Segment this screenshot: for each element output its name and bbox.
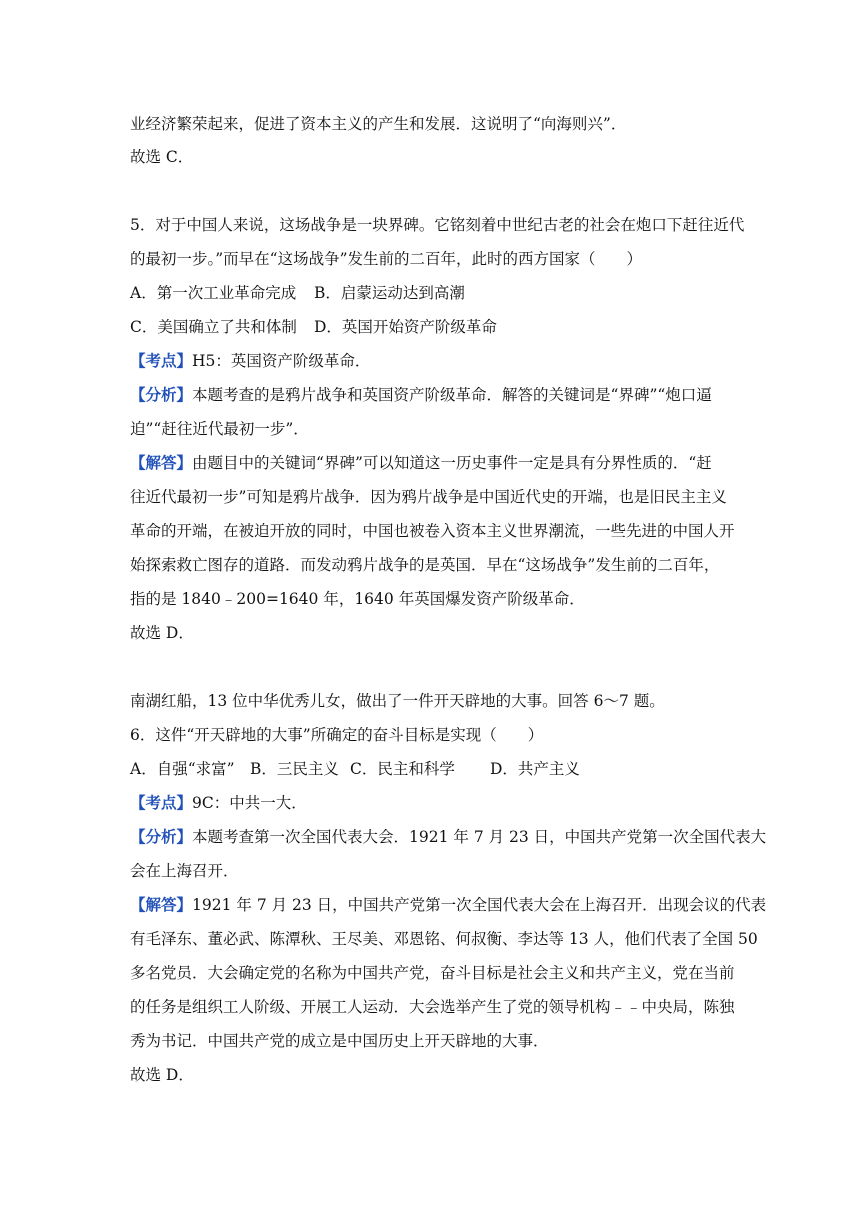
q5-fenxi-line-2: 迫”“赶往近代最初一步”．	[130, 420, 309, 438]
q4-answer: 故选 C．	[130, 148, 194, 166]
q5-jieda-line-1	[130, 453, 740, 473]
kaodian-tag: 【考点】	[130, 351, 193, 370]
q6-jieda-line-4: 的任务是组织工人阶级、开展工人运动．大会选举产生了党的领导机构﹣﹣中央局，陈独	[130, 998, 735, 1016]
q6-option-c: C．民主和科学	[350, 760, 455, 778]
kaodian-tag: 【考点】	[130, 793, 193, 812]
q5-option-c: C．美国确立了共和体制	[130, 318, 297, 336]
q5-options-row-2	[130, 317, 740, 337]
q6-options-row	[130, 759, 740, 779]
q6-7-intro: 南湖红船，13 位中华优秀儿女，做出了一件开天辟地的大事。回答 6～7 题。	[130, 692, 665, 710]
q6-fenxi-line-2: 会在上海召开．	[130, 862, 239, 880]
jieda-tag: 【解答】	[130, 895, 193, 914]
q5-jieda-text-1: 由题目中的关键词“界碑”可以知道这一历史事件一定是具有分界性质的．“赶	[192, 454, 712, 472]
q5-jieda-line-4: 始探索救亡图存的道路．而发动鸦片战争的是英国．早在“这场战争”发生前的二百年，	[130, 556, 720, 574]
q6-answer: 故选 D．	[130, 1066, 194, 1084]
q6-jieda-line-2: 有毛泽东、董必武、陈潭秋、王尽美、邓恩铭、何叔衡、李达等 13 人，他们代表了全国 50	[130, 930, 758, 948]
q6-option-a: A．自强“求富”	[130, 760, 235, 778]
q6-kaodian-text: 9C：中共一大．	[192, 794, 307, 812]
q6-kaodian	[130, 793, 740, 813]
q6-fenxi-text-1: 本题考查第一次全国代表大会．1921 年 7 月 23 日，中国共产党第一次全国代表大	[192, 828, 767, 846]
q5-jieda-line-5: 指的是 1840﹣200=1640 年，1640 年英国爆发资产阶级革命．	[130, 590, 585, 608]
q5-answer: 故选 D．	[130, 624, 194, 642]
q5-kaodian	[130, 351, 740, 371]
q5-kaodian-text: H5：英国资产阶级革命．	[192, 352, 371, 370]
q5-options-row-1	[130, 283, 740, 303]
q5-fenxi-text-1: 本题考查的是鸦片战争和英国资产阶级革命．解答的关键词是“界碑”“炮口逼	[192, 386, 712, 404]
q6-option-d: D．共产主义	[490, 760, 580, 778]
fenxi-tag: 【分析】	[130, 385, 193, 404]
q5-jieda-line-2: 往近代最初一步”可知是鸦片战争．因为鸦片战争是中国近代史的开端，也是旧民主主义	[130, 488, 727, 506]
q5-stem-line-1: 5．对于中国人来说，这场战争是一块界碑。它铭刻着中世纪古老的社会在炮口下赶往近代	[130, 216, 745, 234]
q5-option-b: B．启蒙运动达到高潮	[314, 284, 465, 302]
q5-stem-line-2: 的最初一步。”而早在“这场战争”发生前的二百年，此时的西方国家（ ）	[130, 250, 643, 268]
q5-jieda-line-3: 革命的开端，在被迫开放的同时，中国也被卷入资本主义世界潮流，一些先进的中国人开	[130, 522, 735, 540]
q6-jieda-line-1	[130, 895, 767, 915]
fenxi-tag: 【分析】	[130, 827, 193, 846]
q4-explanation-tail: 业经济繁荣起来，促进了资本主义的产生和发展．这说明了“向海则兴”．	[130, 115, 627, 133]
q5-fenxi-line-1	[130, 385, 740, 405]
q6-option-b: B．三民主义	[250, 760, 339, 778]
q6-jieda-text-1: 1921 年 7 月 23 日，中国共产党第一次全国代表大会在上海召开．出现会议的代表	[192, 896, 767, 914]
q6-jieda-line-3: 多名党员．大会确定党的名称为中国共产党，奋斗目标是社会主义和共产主义，党在当前	[130, 964, 735, 982]
jieda-tag: 【解答】	[130, 453, 193, 472]
q6-fenxi-line-1	[130, 827, 767, 847]
q6-stem: 6．这件“开天辟地的大事”所确定的奋斗目标是实现（ ）	[130, 726, 544, 744]
q6-jieda-line-5: 秀为书记．中国共产党的成立是中国历史上开天辟地的大事．	[130, 1032, 549, 1050]
q5-option-d: D．英国开始资产阶级革命	[314, 318, 497, 336]
q5-option-a: A．第一次工业革命完成	[130, 284, 297, 302]
